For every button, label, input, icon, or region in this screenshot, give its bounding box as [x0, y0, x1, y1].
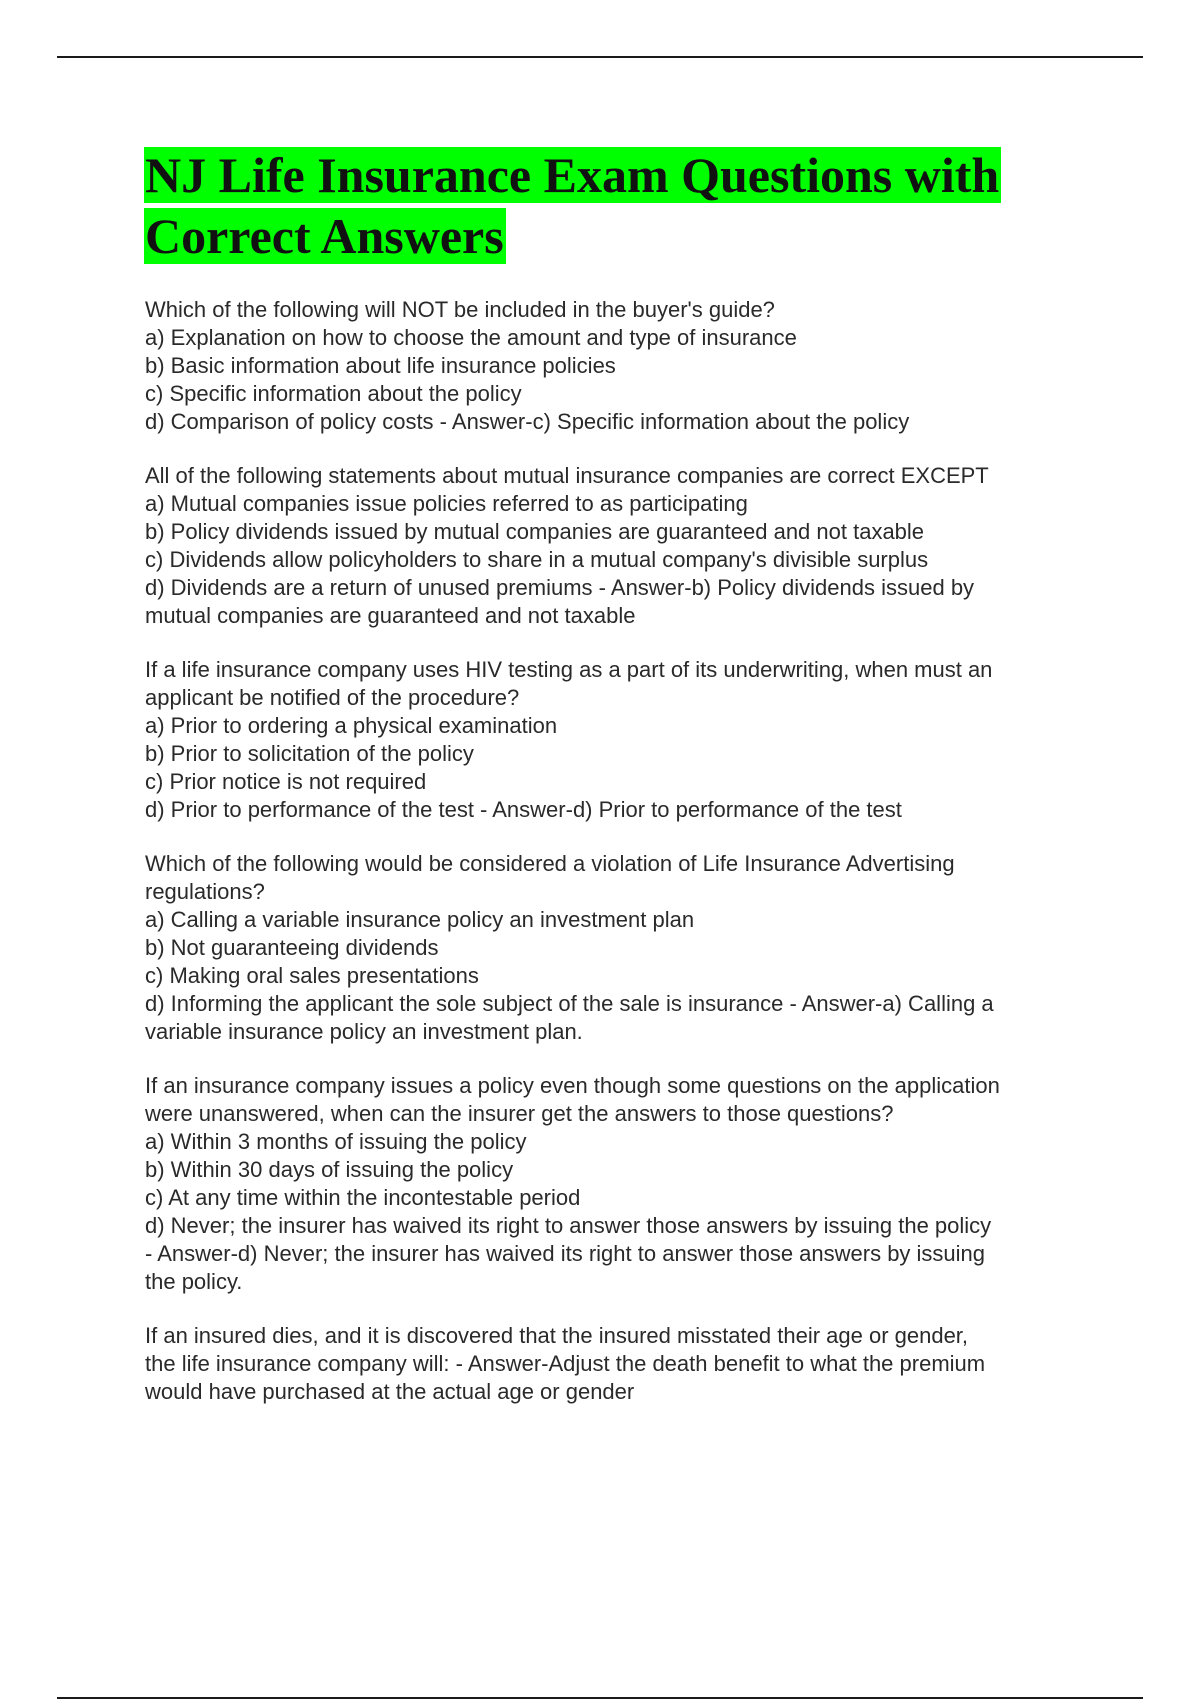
question-block [145, 462, 1095, 630]
page-title-line: Correct Answers [145, 208, 504, 264]
answer-option: a) Prior to ordering a physical examination [145, 713, 558, 738]
question-block [145, 1322, 1095, 1406]
question-block [145, 656, 1095, 824]
answer-option: a) Mutual companies issue policies referred to as participating [145, 491, 748, 516]
answer-option: c) At any time within the incontestable period [145, 1185, 581, 1210]
answer-option: b) Not guaranteeing dividends [145, 935, 439, 960]
question-block [145, 1072, 1095, 1296]
question-block [145, 850, 1095, 1046]
page-title [144, 145, 1144, 267]
answer-option: b) Within 30 days of issuing the policy [145, 1157, 514, 1182]
answer-option: b) Policy dividends issued by mutual companies are guaranteed and not taxable [145, 519, 925, 544]
answer-continuation: variable insurance policy an investment plan. [145, 1019, 583, 1044]
question-text: If an insured dies, and it is discovered that the insured misstated their age or gender, [145, 1323, 969, 1348]
answer-option-with-answer: d) Comparison of policy costs - Answer-c) Specific information about the policy [145, 409, 910, 434]
answer-continuation: mutual companies are guaranteed and not taxable [145, 603, 636, 628]
question-text: Which of the following would be considered a violation of Life Insurance Advertising [145, 851, 955, 876]
answer-option: b) Basic information about life insurance policies [145, 353, 616, 378]
question-text: If a life insurance company uses HIV testing as a part of its underwriting, when must an [145, 657, 993, 682]
question-text-continuation: were unanswered, when can the insurer get the answers to those questions? [145, 1101, 894, 1126]
answer-option: a) Calling a variable insurance policy an investment plan [145, 907, 695, 932]
question-block [145, 296, 1095, 436]
question-text: All of the following statements about mutual insurance companies are correct EXCEPT [145, 463, 989, 488]
question-text: If an insurance company issues a policy even though some questions on the application [145, 1073, 1000, 1098]
answer-option: a) Within 3 months of issuing the policy [145, 1129, 527, 1154]
answer-continuation: would have purchased at the actual age or gender [145, 1379, 635, 1404]
answer-option-with-answer: d) Dividends are a return of unused premiums - Answer-b) Policy dividends issued by [145, 575, 975, 600]
answer-option: c) Specific information about the policy [145, 381, 522, 406]
answer-option-with-answer: d) Prior to performance of the test - Answer-d) Prior to performance of the test [145, 797, 902, 822]
footer-rule [57, 1697, 1143, 1699]
question-with-answer: the life insurance company will: - Answer-Adjust the death benefit to what the premium [145, 1351, 986, 1376]
answer-option: c) Prior notice is not required [145, 769, 427, 794]
page-title-line: NJ Life Insurance Exam Questions with [145, 147, 1000, 203]
answer-option: c) Making oral sales presentations [145, 963, 479, 988]
answer-text: - Answer-d) Never; the insurer has waived its right to answer those answers by issuing [145, 1241, 986, 1266]
question-text-continuation: applicant be notified of the procedure? [145, 685, 520, 710]
header-rule [57, 56, 1143, 58]
question-list [145, 296, 1095, 1432]
answer-continuation: the policy. [145, 1269, 243, 1294]
answer-option-with-answer: d) Informing the applicant the sole subject of the sale is insurance - Answer-a) Calling a [145, 991, 994, 1016]
answer-option: a) Explanation on how to choose the amount and type of insurance [145, 325, 797, 350]
answer-option: d) Never; the insurer has waived its right to answer those answers by issuing the policy [145, 1213, 992, 1238]
answer-option: b) Prior to solicitation of the policy [145, 741, 474, 766]
question-text-continuation: regulations? [145, 879, 265, 904]
answer-option: c) Dividends allow policyholders to share in a mutual company's divisible surplus [145, 547, 929, 572]
question-text: Which of the following will NOT be included in the buyer's guide? [145, 297, 775, 322]
